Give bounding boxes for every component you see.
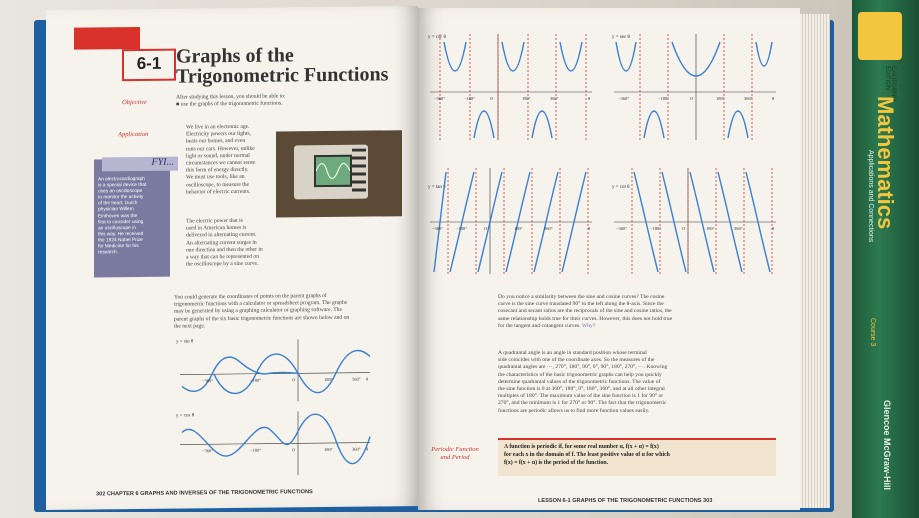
asymptotes xyxy=(440,34,586,140)
fyi-line: uses an oscilloscope xyxy=(98,189,143,195)
tick-180: 180° xyxy=(706,226,715,231)
tick-180: 180° xyxy=(716,96,725,101)
fyi-line: for Medicine for his xyxy=(98,244,139,250)
fyi-line: to monitor the activity xyxy=(98,195,144,201)
tick-origin: O xyxy=(490,96,494,101)
app-line: An alternating current surges in xyxy=(186,239,257,247)
right-page xyxy=(418,8,800,510)
app-line: delivered in alternating current. xyxy=(186,232,257,239)
fyi-line: Einthoven was the xyxy=(98,213,138,219)
application-text xyxy=(186,124,278,197)
tick-neg360: −360° xyxy=(202,448,214,454)
left-page xyxy=(46,6,418,510)
para-line: trigonometric functions with a calculator or spreadsheet program. The graphs xyxy=(174,299,347,308)
tick-180: 180° xyxy=(522,96,531,101)
oscilloscope-screen xyxy=(314,155,352,187)
app-line: light or sound, under normal xyxy=(186,152,250,160)
tick-neg360: −360° xyxy=(618,96,630,101)
tick-neg360: −360° xyxy=(202,378,214,384)
tick-neg180: −180° xyxy=(658,96,670,101)
fyi-line: an oscilloscope in xyxy=(98,225,136,232)
screen-wave-icon xyxy=(316,157,350,185)
cotangent-graph xyxy=(610,164,780,276)
tick-180: 180° xyxy=(324,446,333,453)
red-tab xyxy=(74,27,140,50)
graph-label-sin: y = sin θ xyxy=(176,339,194,345)
tick-360: 360° xyxy=(744,96,753,101)
tick-neg180: −180° xyxy=(250,447,262,453)
spine-title: Mathematics xyxy=(873,96,898,230)
fyi-line: the 1924 Nobel Prize xyxy=(98,237,143,244)
tick-origin: O xyxy=(484,226,488,231)
para-line: quadrantal angles are ···, 270°, 180°, 90°, 0°, 90°, 180°, 270°, ···. Knowing xyxy=(498,364,668,371)
objective-bullet: ■ use the graphs of the trigonometric functions. xyxy=(176,100,283,108)
spine-badge-text: CALIFORNIA EDITION xyxy=(884,66,896,102)
para-line: the sine function is 0 at 360°, 180°, 0°, 180°, 360°, and at all other integral xyxy=(498,386,665,393)
tick-theta: θ xyxy=(772,226,775,231)
app-line: a way that can be represented on xyxy=(186,253,259,261)
fyi-line: research. xyxy=(98,250,118,256)
para-line: curve is the sine curve translated 90° to the left along the θ-axis. Since the xyxy=(498,301,664,308)
page-edges xyxy=(800,14,830,508)
graph-label-csc: y = csc θ xyxy=(428,35,446,40)
sec-curves xyxy=(616,42,775,138)
para-line: the next page. xyxy=(174,323,206,330)
cosine-graph xyxy=(174,407,374,479)
fyi-line: this way. He received xyxy=(98,231,144,238)
left-paragraph xyxy=(174,292,410,330)
tangent-graph xyxy=(426,164,596,276)
app-line: one direction and then the other in xyxy=(186,246,263,254)
tick-180: 180° xyxy=(514,226,523,231)
app-line: The electric power that is xyxy=(186,217,243,225)
tick-360: 360° xyxy=(352,376,361,382)
tick-theta: θ xyxy=(772,96,775,101)
tick-theta: θ xyxy=(588,226,591,231)
definition-line: A function is periodic if, for some real number α, f(x + α) = f(x) xyxy=(504,444,659,450)
para-line: 270°, and the minimum is 1 for 270° or 90°. The fact that the trigonometric xyxy=(498,400,667,407)
para-line: the characteristics of the basic trigonometric graphs can help you quickly xyxy=(498,371,662,378)
cosine-curve xyxy=(182,414,370,466)
footer-right: LESSON 6-1 GRAPHS OF THE TRIGONOMETRIC FUNCTIONS 303 xyxy=(538,498,713,504)
right-paragraph-1 xyxy=(498,294,788,330)
csc-curves xyxy=(444,42,582,138)
app-line: Electricity powers our lights, xyxy=(186,131,251,138)
california-badge xyxy=(858,12,902,60)
tick-180: 180° xyxy=(324,376,333,383)
oscilloscope-knobs xyxy=(352,149,366,195)
fyi-line: physician Willem xyxy=(98,207,134,213)
app-line: used in American homes is xyxy=(186,225,247,232)
para-line: parent graphs of the six basic trigonometric functions are shown below and on xyxy=(174,314,350,323)
para-line xyxy=(498,323,788,330)
sine-graph xyxy=(174,333,374,405)
para-line: may be generated by using a graphing calculator or graphing software. The xyxy=(174,307,342,316)
app-line: this form of energy directly. xyxy=(186,167,249,174)
tick-360: 360° xyxy=(352,446,361,452)
cosecant-graph xyxy=(426,30,596,142)
tick-neg360: −360° xyxy=(616,226,628,231)
tick-origin: O xyxy=(690,96,694,101)
title-line-1: Graphs of the xyxy=(176,44,294,68)
right-paragraph-2 xyxy=(498,350,788,415)
graph-label-cos: y = cos θ xyxy=(176,413,195,419)
fyi-line: is a special device that xyxy=(98,182,147,189)
fyi-body xyxy=(98,177,166,257)
lesson-number: 6-1 xyxy=(122,49,176,82)
para-line: Do you notice a similarity between the sine and cosine curves? The cosine xyxy=(498,294,665,300)
tick-360: 360° xyxy=(544,226,553,231)
secant-graph xyxy=(610,30,780,142)
para-line: determine quadrantal values of the trigonometric functions. The value of xyxy=(498,378,661,385)
app-line: behavior of electric currents. xyxy=(186,188,251,196)
spine-textbook xyxy=(852,0,919,518)
para-line: same relationship holds true for their curves. However, this does not hold true xyxy=(498,315,673,322)
definition-label-line2: and Period xyxy=(440,454,470,461)
lesson-title xyxy=(176,44,396,86)
objective-label: Objective xyxy=(122,98,147,107)
app-line: circumstances we cannot sense xyxy=(186,159,256,167)
fyi-title: FYI... xyxy=(102,157,178,172)
para-line: multiples of 180°. The maximum value of the sine function is 1 for 90° or xyxy=(498,393,664,400)
tick-theta: θ xyxy=(366,446,369,452)
para-line: cosecant and secant ratios are the reciprocals of the sine and cosine ratios, the xyxy=(498,308,672,315)
application-label: Application xyxy=(118,130,149,139)
para-line-text: for the tangent and cotangent curves. xyxy=(498,322,581,329)
why-link[interactable]: Why? xyxy=(581,322,596,329)
tick-360: 360° xyxy=(550,96,559,101)
tick-neg180: −180° xyxy=(464,96,476,101)
app-line: the oscilloscope by a sine curve. xyxy=(186,260,259,268)
app-line: runs our cars. However, unlike xyxy=(186,145,255,153)
app-line: We must use tools, like an xyxy=(186,174,245,181)
tick-360: 360° xyxy=(734,226,743,231)
fyi-line: first to consider using xyxy=(98,219,144,226)
spine-subtitle: Applications and Connections xyxy=(867,150,874,243)
graph-label-sec: y = sec θ xyxy=(612,35,630,40)
title-line-2: Trigonometric Functions xyxy=(176,63,389,88)
fyi-line: An electrocardiograph xyxy=(98,176,145,183)
tick-neg180: −180° xyxy=(650,226,662,231)
sine-curve xyxy=(214,350,370,393)
para-line: You could generate the coordinates of points on the parent graphs of xyxy=(174,293,327,301)
app-line: oscilloscope, to measure the xyxy=(186,181,250,189)
definition-label-line1: Periodic Function xyxy=(431,446,479,453)
tick-neg180: −180° xyxy=(456,226,468,231)
para-line: functions are periodic allows us to find more function values easily. xyxy=(498,407,650,414)
definition-line: for each x in the domain of f. The least positive value of α for which xyxy=(504,452,670,458)
fyi-line: of the heart. Dutch xyxy=(98,201,138,207)
graph-label-cot: y = cot θ xyxy=(612,185,630,190)
spine-publisher: Glencoe McGraw-Hill xyxy=(882,400,892,491)
objective-text xyxy=(176,92,386,109)
tick-theta: θ xyxy=(366,376,369,382)
footer-left: 302 CHAPTER 6 GRAPHS AND INVERSES OF THE TRIGONOMETRIC FUNCTIONS xyxy=(96,489,313,498)
objective-intro: After studying this lesson, you should be able to: xyxy=(176,93,286,101)
tick-neg180: −180° xyxy=(250,377,262,383)
para-line: A quadrantal angle is an angle in standard position whose terminal xyxy=(498,350,647,356)
tick-origin: O xyxy=(682,226,686,231)
app-line: We live in an electronic age. xyxy=(186,123,250,131)
definition-text xyxy=(504,443,772,467)
graph-label-tan: y = tan θ xyxy=(428,185,446,190)
tick-neg360: −360° xyxy=(432,226,444,231)
spine-course: Course 3 xyxy=(869,318,876,347)
tick-origin: O xyxy=(292,377,296,383)
definition-line: f(x) = f(x + α) is the period of the function. xyxy=(504,460,609,466)
para-line: side coincides with one of the coordinate axes. So the measures of the xyxy=(498,357,655,364)
tick-origin: O xyxy=(292,447,296,453)
tick-theta: θ xyxy=(588,96,591,101)
tick-neg360: −360° xyxy=(434,96,446,101)
app-line: heats our homes, and even xyxy=(186,138,246,145)
definition-label xyxy=(424,446,486,462)
application-text-2 xyxy=(186,217,286,268)
